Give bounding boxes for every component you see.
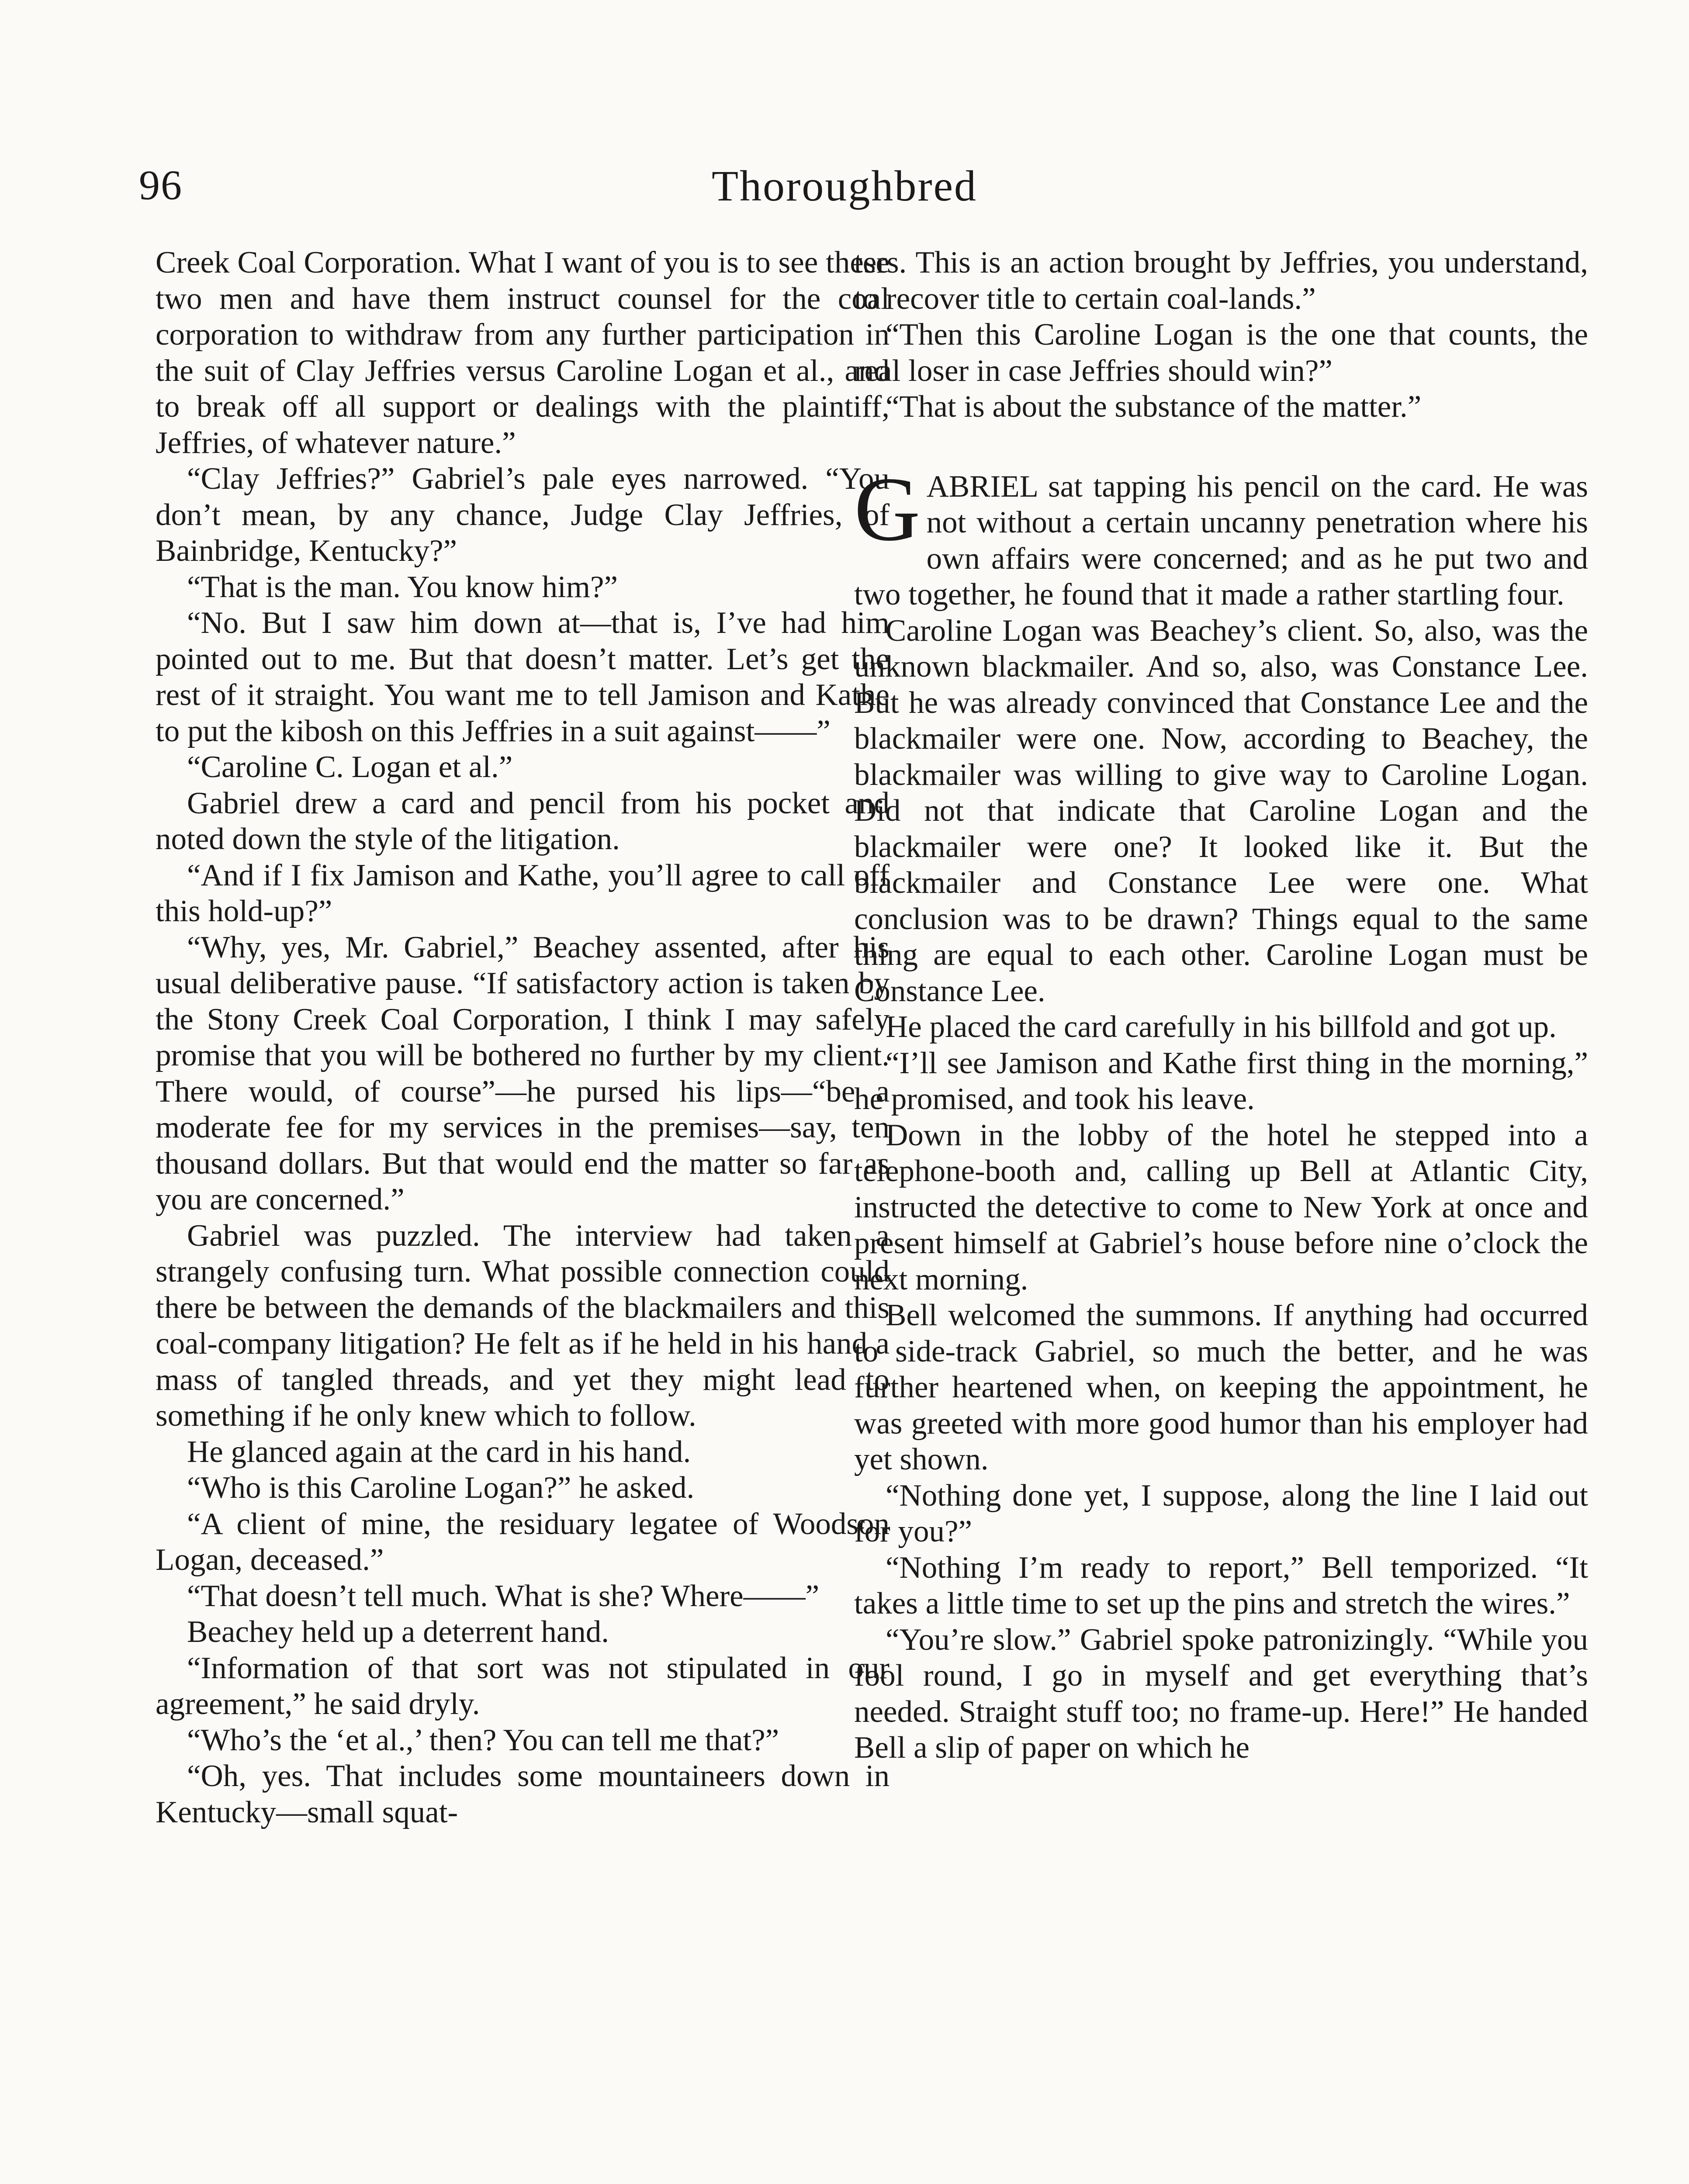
paragraph: ters. This is an action brought by Jeffries, you understand, to recover title to certain coal-lands.” — [854, 245, 1588, 316]
paragraph: “Clay Jeffries?” Gabriel’s pale eyes narrowed. “You don’t mean, by any chance, Judge Clay Jeffries, of Bainbridge, Kentucky?” — [156, 462, 889, 568]
paragraph: “No. But I saw him down at—that is, I’ve had him pointed out to me. But that doesn’t matter. Let’s get the rest of it straight. You want me to tell Jamison and Kathe to put the kibosh on this Jeffries in a suit against——” — [156, 606, 889, 748]
left-column — [156, 245, 889, 1830]
page-number: 96 — [139, 162, 183, 208]
paragraph: Bell welcomed the summons. If anything had occurred to side-track Gabriel, so much the better, and he was further heartened when, on keeping the appointment, he was greeted with more good humor than his employer had yet shown. — [854, 1298, 1588, 1476]
paragraph: Gabriel was puzzled. The interview had taken a strangely confusing turn. What possible connection could there be between the demands of the blackmailers and this coal-company litigation? He felt as if he held in his hand a mass of tangled threads, and yet they might lead to something if he only knew which to follow. — [156, 1218, 889, 1433]
paragraph: “Nothing done yet, I suppose, along the line I laid out for you?” — [854, 1478, 1588, 1548]
paragraph: “Nothing I’m ready to report,” Bell temporized. “It takes a little time to set up the pins and stretch the wires.” — [854, 1550, 1588, 1621]
paragraph: “I’ll see Jamison and Kathe first thing in the morning,” he promised, and took his leave. — [854, 1046, 1588, 1116]
paragraph: He placed the card carefully in his billfold and got up. — [886, 1010, 1557, 1044]
paragraph: “Information of that sort was not stipulated in our agreement,” he said dryly. — [156, 1651, 889, 1721]
right-column — [854, 245, 1588, 1766]
drop-cap: G — [854, 458, 921, 560]
paragraph: “That is about the substance of the matter.” — [886, 390, 1422, 424]
paragraph-text: ABRIEL sat tapping his pencil on the card. He was not without a certain uncanny penetration where his own affairs were concerned; and as he put two and two together, he found that it made a rather startling four. — [854, 469, 1588, 612]
paragraph: Down in the lobby of the hotel he stepped into a telephone-booth and, calling up Bell at Atlantic City, instructed the detective to come to New York at once and present himself at Gabriel’s house before nine o’clock the next morning. — [854, 1118, 1588, 1296]
paragraph: “A client of mine, the residuary legatee of Woodson Logan, deceased.” — [156, 1507, 889, 1577]
section-opening-paragraph — [854, 458, 1588, 613]
paragraph: “You’re slow.” Gabriel spoke patronizingly. “While you fool round, I go in myself and get everything that’s needed. Straight stuff too; no frame-up. Here!” He handed Bell a slip of paper on which he — [854, 1622, 1588, 1765]
paragraph: “That doesn’t tell much. What is she? Where——” — [187, 1579, 820, 1613]
paragraph: He glanced again at the card in his hand. — [187, 1434, 691, 1469]
paragraph: Creek Coal Corporation. What I want of you is to see these two men and have them instruct counsel for the coal corporation to withdraw from any further participation in the suit of Clay Jeffries versus Caroline Logan et al., and to break off all support or dealings with the plaintiff, Jeffries, of whatever nature.” — [156, 245, 889, 460]
paragraph: “Why, yes, Mr. Gabriel,” Beachey assented, after his usual deliberative pause. “If satisfactory action is taken by the Stony Creek Coal Corporation, I think I may safely promise that you will be bothered no further by my client. There would, of course”—he pursed his lips—“be a moderate fee for my services in the premises—say, ten thousand dollars. But that would end the matter so far as you are concerned.” — [156, 930, 889, 1216]
paragraph: “That is the man. You know him?” — [187, 570, 618, 604]
running-title: Thoroughbred — [711, 162, 978, 210]
paragraph: “Who is this Caroline Logan?” he asked. — [187, 1471, 695, 1505]
paragraph: Beachey held up a deterrent hand. — [187, 1615, 609, 1649]
paragraph: “Caroline C. Logan et al.” — [187, 750, 513, 784]
paragraph: Gabriel drew a card and pencil from his pocket and noted down the style of the litigation. — [156, 786, 889, 856]
paragraph: “Then this Caroline Logan is the one that counts, the real loser in case Jeffries should win?” — [854, 318, 1588, 388]
paragraph: “And if I fix Jamison and Kathe, you’ll agree to call off this hold-up?” — [156, 858, 889, 928]
paragraph: “Oh, yes. That includes some mountaineers down in Kentucky—small squat- — [156, 1759, 889, 1829]
paragraph: Caroline Logan was Beachey’s client. So, also, was the unknown blackmailer. And so, also, was Constance Lee. But he was already convinced that Constance Lee and the blackmailer were one. Now, according to Beachey, the blackmailer was willing to give way to Caroline Logan. Did not that indicate that Caroline Logan and the blackmailer were one? It looked like it. But the blackmailer and Constance Lee were one. What conclusion was to be drawn? Things equal to the same thing are equal to each other. Caroline Logan must be Constance Lee. — [854, 613, 1588, 1008]
paragraph: “Who’s the ‘et al.,’ then? You can tell me that?” — [187, 1723, 779, 1757]
